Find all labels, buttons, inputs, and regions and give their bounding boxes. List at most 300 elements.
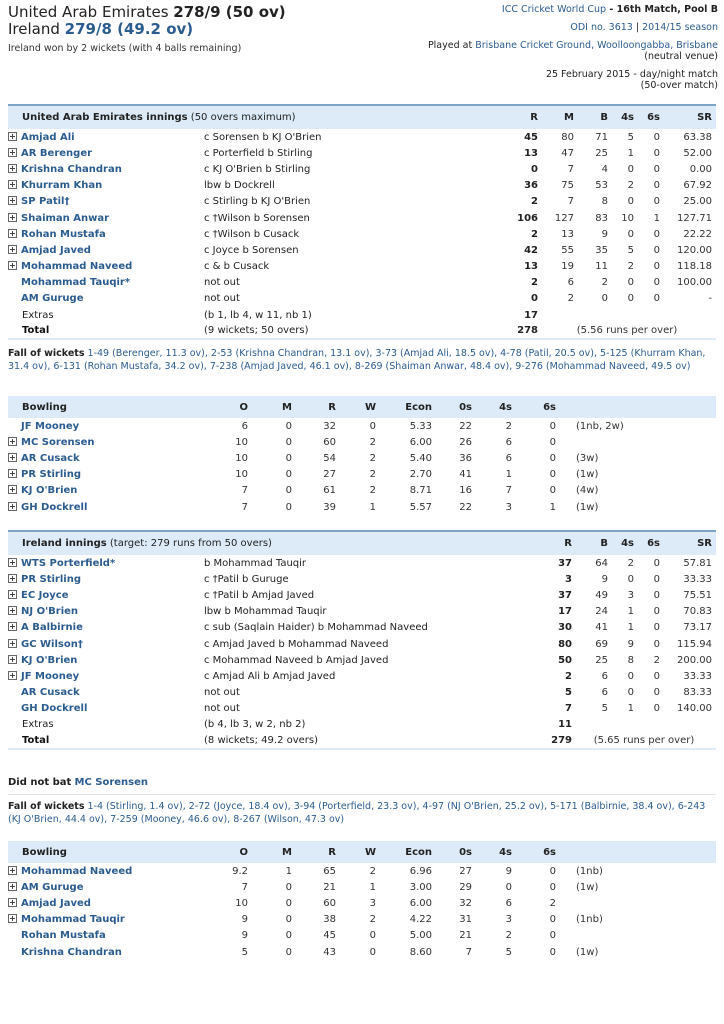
team2-score: 279/8 (49.2 ov)	[64, 20, 194, 38]
total-label: Total	[22, 735, 50, 747]
expand-plus-icon[interactable]	[8, 453, 17, 462]
stat-fours: 2	[627, 180, 634, 192]
stat-w: 1	[369, 881, 376, 893]
stat-sr: 120.00	[677, 244, 712, 256]
stat-r: 13	[524, 147, 538, 159]
player-name-link[interactable]: Amjad Javed	[21, 244, 91, 256]
stat-dots: 21	[459, 930, 472, 942]
expand-plus-icon[interactable]	[8, 502, 17, 511]
stat-dots: 27	[459, 865, 472, 877]
stat-sixes: 0	[549, 485, 556, 497]
stat-b: 9	[601, 228, 608, 240]
col-runs: R	[530, 112, 538, 123]
batsman-row	[8, 210, 716, 226]
stat-o: 6	[241, 420, 248, 432]
player-name-link[interactable]: AR Cusack	[21, 452, 80, 464]
stat-r: 13	[524, 261, 538, 273]
player-cell	[8, 685, 204, 701]
extras-label: Extras	[22, 719, 54, 731]
stat-sr: 63.38	[683, 131, 712, 143]
stat-m: 0	[285, 930, 292, 942]
batsman-row	[8, 226, 716, 242]
stat-r: 2	[531, 228, 538, 240]
stat-r: 60	[323, 436, 336, 448]
stat-fours: 0	[627, 670, 634, 682]
stat-r: 38	[323, 914, 336, 926]
stat-dots: 26	[459, 436, 472, 448]
stat-w: 2	[369, 485, 376, 497]
stat-b: 6	[601, 687, 608, 699]
total-value: 278	[517, 325, 538, 337]
player-name-link[interactable]: Krishna Chandran	[21, 163, 122, 175]
bowler-row	[8, 895, 716, 911]
player-cell	[8, 226, 204, 242]
player-cell	[8, 483, 218, 499]
stat-fours: 6	[505, 897, 512, 909]
player-name-link[interactable]: AR Berenger	[21, 147, 93, 159]
stat-fours: 5	[627, 244, 634, 256]
stat-sr: 33.33	[683, 670, 712, 682]
stat-fours: 1	[627, 147, 634, 159]
stat-dots: 22	[459, 501, 472, 513]
stat-sixes: 0	[549, 436, 556, 448]
batsman-row	[8, 291, 716, 307]
stat-b: 4	[601, 163, 608, 175]
stat-o: 10	[235, 436, 248, 448]
stat-fours: 0	[505, 881, 512, 893]
fow-text: 1-4 (Stirling, 1.4 ov), 2-72 (Joyce, 18.4 ov), 3-94 (Porterfield, 23.3 ov), 4-97 (NJ O'Brien, 25.2 ov), 5-171 (Balbirnie, 38.4 ov), 6-243 (KJ O'Brien, 44.4 ov), 7-259 (Mooney, 46.6 ov), 8-267 (Wilson, 47.3 ov)	[8, 801, 706, 825]
stat-r: 80	[558, 638, 572, 650]
extras-detail: (b 4, lb 3, w 2, nb 2)	[204, 719, 306, 731]
stat-fours: 2	[505, 930, 512, 942]
player-name-link[interactable]: KJ O'Brien	[21, 485, 78, 497]
stat-m: 0	[285, 501, 292, 513]
player-name-link[interactable]: JF Mooney	[21, 670, 80, 682]
batsman-row	[8, 685, 716, 701]
stat-b: 11	[595, 261, 608, 273]
stat-sixes: 0	[653, 622, 660, 634]
expand-plus-icon[interactable]	[8, 229, 17, 238]
player-name-link[interactable]: PR Stirling	[21, 469, 81, 481]
stat-r: 37	[558, 589, 572, 601]
batsman-row	[8, 620, 716, 636]
expand-plus-icon[interactable]	[8, 132, 17, 141]
expand-plus-icon[interactable]	[8, 590, 17, 599]
stat-sr: 75.51	[683, 589, 712, 601]
player-name-link[interactable]: Amjad Javed	[21, 897, 91, 909]
player-cell	[8, 210, 204, 226]
match-header	[0, 0, 724, 100]
stat-r: 3	[565, 573, 572, 585]
venue-link[interactable]: Brisbane Cricket Ground, Woolloongabba, Brisbane	[475, 40, 718, 51]
stat-sixes: 0	[549, 420, 556, 432]
extras-note	[556, 928, 716, 944]
stat-r: 61	[323, 485, 336, 497]
expand-plus-icon[interactable]	[8, 671, 17, 680]
player-cell	[8, 944, 218, 960]
player-cell	[8, 275, 204, 291]
did-not-bat	[8, 777, 716, 788]
stat-fours: 0	[627, 163, 634, 175]
extras-note	[556, 895, 716, 911]
stat-econ: 6.96	[409, 865, 432, 877]
player-name-link[interactable]: KJ O'Brien	[21, 654, 78, 666]
stat-sixes: 0	[653, 293, 660, 305]
stat-fours: 1	[627, 606, 634, 618]
batsman-row	[8, 587, 716, 603]
stat-m: 75	[561, 180, 574, 192]
team2-name: Ireland	[8, 20, 60, 38]
player-name-link[interactable]: AR Cusack	[21, 687, 80, 699]
stat-r: 32	[323, 420, 336, 432]
player-cell	[8, 863, 218, 879]
player-cell	[8, 701, 204, 717]
player-name-link[interactable]: Amjad Ali	[21, 131, 75, 143]
player-name-link[interactable]: EC Joyce	[21, 589, 69, 601]
stat-m: 127	[554, 212, 574, 224]
stat-b: 2	[601, 277, 608, 289]
team1-score: 278/9 (50 ov)	[173, 3, 286, 21]
stat-b: 49	[595, 589, 608, 601]
stat-b: 24	[595, 606, 608, 618]
stat-sixes: 0	[653, 244, 660, 256]
player-cell	[8, 879, 218, 895]
extras-note: (1w)	[576, 469, 599, 481]
player-name-link[interactable]: NJ O'Brien	[21, 606, 79, 618]
expand-plus-icon[interactable]	[8, 898, 17, 907]
expand-plus-icon[interactable]	[8, 655, 17, 664]
stat-fours: 9	[505, 865, 512, 877]
innings1-batting	[8, 104, 716, 340]
batsman-row	[8, 668, 716, 684]
stat-o: 7	[241, 485, 248, 497]
batsman-row	[8, 701, 716, 717]
player-name-link[interactable]: Khurram Khan	[21, 180, 103, 192]
extras-label: Extras	[22, 309, 54, 321]
bowler-row	[8, 434, 716, 450]
player-cell	[8, 259, 204, 275]
col-overs: O	[239, 401, 248, 413]
stat-sixes: 0	[549, 946, 556, 958]
expand-plus-icon[interactable]	[8, 245, 17, 254]
fow-label: Fall of wickets	[8, 801, 85, 812]
played-at-label: Played at	[427, 40, 476, 51]
stat-b: 53	[595, 180, 608, 192]
stat-m: 47	[561, 147, 574, 159]
player-name-link[interactable]: Mohammad Tauqir	[21, 914, 125, 926]
player-name-link[interactable]: Krishna Chandran	[21, 946, 122, 958]
stat-sixes: 0	[653, 670, 660, 682]
stat-m: 1	[285, 865, 292, 877]
player-name-link[interactable]: Rohan Mustafa	[21, 930, 106, 942]
match-format: (50-over match)	[640, 80, 718, 91]
stat-econ: 5.33	[409, 420, 432, 432]
stat-r: 27	[323, 469, 336, 481]
player-name-link[interactable]: GH Dockrell	[21, 703, 88, 715]
stat-econ: 6.00	[409, 436, 432, 448]
innings2-fall-of-wickets	[8, 801, 716, 826]
stat-o: 10	[235, 452, 248, 464]
player-name-link[interactable]: SP Patil†	[21, 196, 70, 208]
bowler-row	[8, 863, 716, 879]
expand-plus-icon[interactable]	[8, 606, 17, 615]
batsman-row	[8, 604, 716, 620]
col-economy: Econ	[405, 846, 432, 858]
stat-o: 10	[235, 469, 248, 481]
season-link[interactable]: 2014/15 season	[642, 22, 718, 33]
player-name-link[interactable]: Mohammad Tauqir*	[21, 277, 131, 289]
stat-dots: 32	[459, 897, 472, 909]
player-name-link[interactable]: MC Sorensen	[21, 436, 95, 448]
col-overs: O	[239, 846, 248, 858]
stat-fours: 7	[505, 485, 512, 497]
stat-r: 45	[524, 131, 538, 143]
stat-fours: 9	[627, 638, 634, 650]
col-balls: B	[600, 112, 608, 123]
extras-row	[8, 307, 716, 323]
dismissal: c Mohammad Naveed b Amjad Javed	[204, 654, 389, 666]
stat-sixes: 0	[653, 196, 660, 208]
stat-sr: 33.33	[683, 573, 712, 585]
stat-fours: 0	[627, 196, 634, 208]
stat-sixes: 0	[653, 163, 660, 175]
stat-sixes: 0	[549, 930, 556, 942]
innings2-title: Ireland innings (target: 279 runs from 50 overs)	[22, 538, 272, 549]
expand-plus-icon[interactable]	[8, 261, 17, 270]
innings1-bowling	[8, 396, 716, 515]
extras-note: (1w)	[576, 881, 599, 893]
stat-w: 0	[369, 946, 376, 958]
stat-sixes: 2	[549, 897, 556, 909]
bowler-row	[8, 450, 716, 466]
dismissal: lbw b Mohammad Tauqir	[204, 606, 327, 618]
player-cell	[8, 499, 218, 515]
dismissal: c Amjad Javed b Mohammad Naveed	[204, 638, 389, 650]
stat-fours: 1	[627, 703, 634, 715]
stat-econ: 2.70	[409, 469, 432, 481]
stat-dots: 16	[459, 485, 472, 497]
stat-sixes: 0	[653, 147, 660, 159]
player-name-link[interactable]: A Balbirnie	[21, 622, 83, 634]
col-fours: 4s	[499, 401, 512, 413]
stat-sixes: 1	[549, 501, 556, 513]
stat-sr: 118.18	[677, 261, 712, 273]
dismissal: c Sorensen b KJ O'Brien	[204, 131, 322, 143]
stat-r: 43	[323, 946, 336, 958]
expand-plus-icon[interactable]	[8, 485, 17, 494]
stat-fours: 2	[505, 420, 512, 432]
stat-r: 60	[323, 897, 336, 909]
expand-plus-icon[interactable]	[8, 164, 17, 173]
expand-plus-icon[interactable]	[8, 180, 17, 189]
stat-r: 50	[558, 654, 572, 666]
expand-plus-icon[interactable]	[8, 148, 17, 157]
runs-per-over: (5.56 runs per over)	[576, 325, 678, 337]
player-name-link[interactable]: Mohammad Naveed	[21, 261, 133, 273]
extras-note: (1w)	[576, 501, 599, 513]
stat-o: 5	[241, 946, 248, 958]
bowler-row	[8, 483, 716, 499]
col-sixes: 6s	[647, 112, 660, 123]
stat-fours: 0	[627, 277, 634, 289]
extras-detail: (b 1, lb 4, w 11, nb 1)	[204, 309, 312, 321]
expand-plus-icon[interactable]	[8, 469, 17, 478]
team1-name: United Arab Emirates	[8, 3, 169, 21]
stat-w: 2	[369, 469, 376, 481]
stat-m: 80	[561, 131, 574, 143]
innings1-fall-of-wickets	[8, 348, 716, 373]
odi-number-link[interactable]: ODI no. 3613	[570, 22, 633, 33]
innings2-bowling	[8, 841, 716, 960]
player-name-link[interactable]: Rohan Mustafa	[21, 228, 106, 240]
stat-r: 5	[565, 687, 572, 699]
expand-plus-icon[interactable]	[8, 437, 17, 446]
player-cell	[8, 652, 204, 668]
stat-fours: 2	[627, 261, 634, 273]
player-cell	[8, 636, 204, 652]
expand-plus-icon[interactable]	[8, 574, 17, 583]
stat-b: 9	[601, 573, 608, 585]
player-name-link[interactable]: Mohammad Naveed	[21, 865, 133, 877]
expand-plus-icon[interactable]	[8, 213, 17, 222]
dismissal: c Porterfield b Stirling	[204, 147, 313, 159]
col-runs: R	[328, 401, 336, 413]
stat-b: 83	[595, 212, 608, 224]
stat-m: 7	[567, 196, 574, 208]
bowling-title: Bowling	[22, 846, 67, 858]
player-name-link[interactable]: PR Stirling	[21, 573, 81, 585]
stat-fours: 6	[505, 436, 512, 448]
stat-m: 6	[567, 277, 574, 289]
stat-fours: 0	[627, 228, 634, 240]
dismissal: c †Patil b Amjad Javed	[204, 589, 315, 601]
stat-fours: 5	[505, 946, 512, 958]
player-name-link[interactable]: AM Guruge	[21, 881, 84, 893]
expand-plus-icon[interactable]	[8, 558, 17, 567]
player-name-link[interactable]: WTS Porterfield*	[21, 557, 116, 569]
total-detail: (8 wickets; 49.2 overs)	[204, 735, 319, 747]
stat-econ: 5.57	[409, 501, 432, 513]
stat-m: 0	[285, 452, 292, 464]
col-fours: 4s	[499, 846, 512, 858]
player-name-link[interactable]: GH Dockrell	[21, 501, 88, 513]
player-name-link[interactable]: Shaiman Anwar	[21, 212, 110, 224]
col-runs: R	[328, 846, 336, 858]
runs-per-over: (5.65 runs per over)	[593, 735, 695, 747]
stat-econ: 8.71	[409, 485, 432, 497]
stat-b: 0	[601, 293, 608, 305]
expand-plus-icon[interactable]	[8, 914, 17, 923]
player-cell	[8, 450, 218, 466]
col-fours: 4s	[621, 538, 634, 549]
stat-w: 0	[369, 420, 376, 432]
col-sixes: 6s	[543, 846, 556, 858]
dnb-player-link[interactable]: MC Sorensen	[74, 777, 149, 788]
stat-dots: 22	[459, 420, 472, 432]
batsman-row	[8, 636, 716, 652]
expand-plus-icon[interactable]	[8, 639, 17, 648]
stat-r: 2	[531, 277, 538, 289]
team2-score-line	[8, 21, 286, 38]
expand-plus-icon[interactable]	[8, 866, 17, 875]
extras-note: (1nb)	[576, 865, 603, 877]
stat-m: 2	[567, 293, 574, 305]
expand-plus-icon[interactable]	[8, 882, 17, 891]
player-cell	[8, 161, 204, 177]
player-cell	[8, 571, 204, 587]
stat-sr: 140.00	[677, 703, 712, 715]
stat-sr: 200.00	[677, 654, 712, 666]
stat-m: 0	[285, 897, 292, 909]
col-strike-rate: SR	[697, 538, 712, 549]
venue-note: (neutral venue)	[644, 51, 718, 62]
stat-m: 13	[561, 228, 574, 240]
col-sixes: 6s	[647, 538, 660, 549]
col-wickets: W	[364, 401, 376, 413]
expand-plus-icon[interactable]	[8, 622, 17, 631]
player-name-link[interactable]: GC Wilson†	[21, 638, 83, 650]
stat-r: 2	[531, 196, 538, 208]
match-description: - 16th Match, Pool B	[606, 4, 718, 15]
dismissal: c sub (Saqlain Haider) b Mohammad Naveed	[204, 622, 428, 634]
player-name-link[interactable]: JF Mooney	[21, 420, 80, 432]
player-cell	[8, 434, 218, 450]
dismissal: c †Wilson b Cusack	[204, 228, 300, 240]
batsman-row	[8, 242, 716, 258]
bowler-row	[8, 944, 716, 960]
stat-sixes: 0	[653, 131, 660, 143]
stat-sixes: 0	[653, 573, 660, 585]
innings2-batting	[8, 530, 716, 750]
stat-dots: 7	[465, 946, 472, 958]
dismissal: c Amjad Ali b Amjad Javed	[204, 670, 336, 682]
stat-sr: 127.71	[677, 212, 712, 224]
stat-m: 0	[285, 946, 292, 958]
stat-w: 0	[369, 930, 376, 942]
col-dots: 0s	[459, 401, 472, 413]
batsman-row	[8, 161, 716, 177]
stat-w: 2	[369, 436, 376, 448]
stat-r: 106	[517, 212, 538, 224]
col-strike-rate: SR	[697, 112, 712, 123]
stat-fours: 0	[627, 293, 634, 305]
divider	[8, 794, 716, 795]
stat-sixes: 1	[653, 212, 660, 224]
fow-label: Fall of wickets	[8, 348, 85, 359]
batsman-row	[8, 275, 716, 291]
stat-sixes: 0	[549, 881, 556, 893]
total-row	[8, 733, 716, 749]
stat-o: 9.2	[232, 865, 248, 877]
bowler-row	[8, 928, 716, 944]
stat-w: 2	[369, 452, 376, 464]
stat-fours: 3	[627, 589, 634, 601]
stat-m: 7	[567, 163, 574, 175]
bowler-row	[8, 879, 716, 895]
series-link[interactable]: ICC Cricket World Cup	[501, 4, 607, 15]
stat-r: 0	[531, 293, 538, 305]
bowler-row	[8, 418, 716, 434]
bowler-row	[8, 499, 716, 515]
stat-sixes: 0	[653, 261, 660, 273]
dismissal: lbw b Dockrell	[204, 180, 275, 192]
col-sixes: 6s	[543, 401, 556, 413]
player-name-link[interactable]: AM Guruge	[21, 293, 84, 305]
player-cell	[8, 604, 204, 620]
stat-o: 10	[235, 897, 248, 909]
dismissal: not out	[204, 703, 240, 715]
expand-plus-icon[interactable]	[8, 196, 17, 205]
